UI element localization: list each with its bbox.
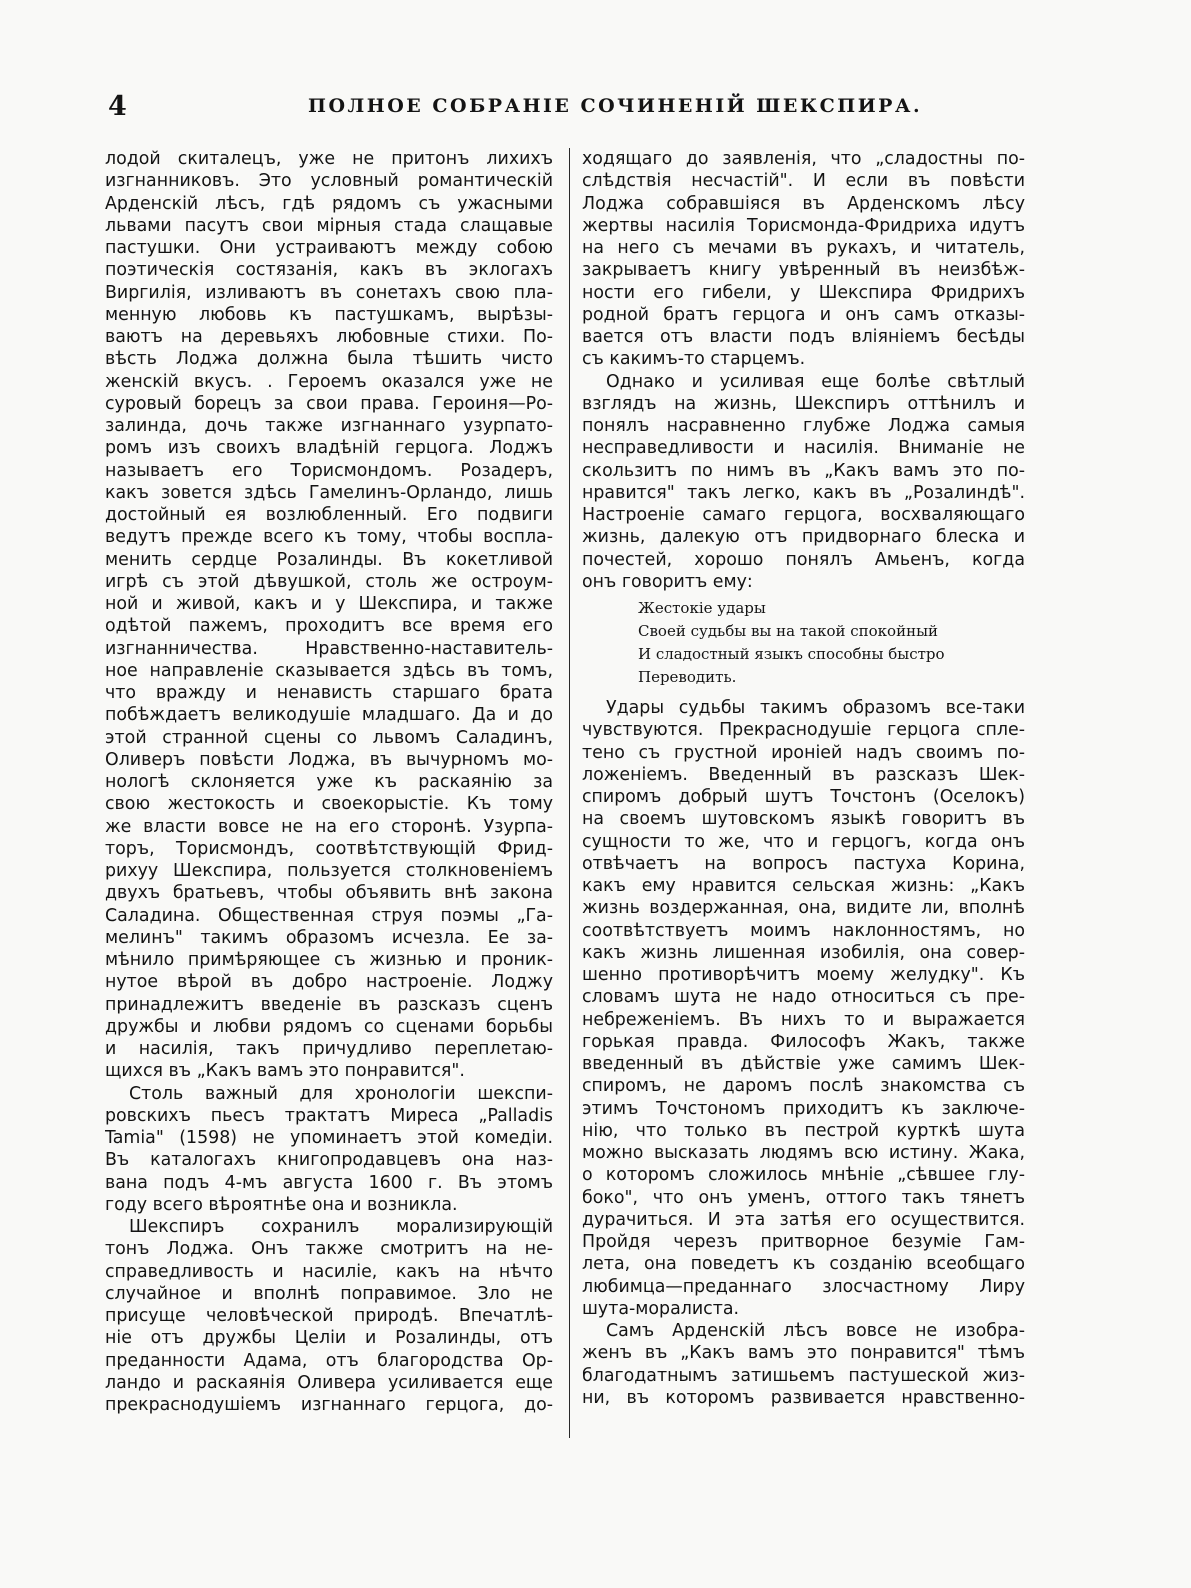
text-line: закрываетъ книгу увѣренный въ неизбѣж- <box>582 260 1025 281</box>
text-line: ное направленіе сказывается здѣсь въ томъ, <box>105 660 553 681</box>
text-line: какъ зовется здѣсь Гамелинъ-Орландо, лишь <box>105 482 553 503</box>
text-line: этой странной сцены со львомъ Саладинъ, <box>105 727 553 748</box>
text-line: ландо и раскаянія Оливера усиливается еще <box>105 1372 553 1393</box>
verse-quote <box>582 597 1025 689</box>
text-line: называетъ его Торисмондомъ. Розадеръ, <box>105 460 553 481</box>
text-line: родной братъ герцога и онъ самъ отказы- <box>582 304 1025 325</box>
text-line: суровый борецъ за свои права. Героиня—Ро- <box>105 393 553 414</box>
text-line: Самъ Арденскій лѣсъ вовсе не изобра- <box>606 1321 1025 1341</box>
text-line: на него съ мечами въ рукахъ, и читатель, <box>582 238 1025 258</box>
text-line: дружбы и любви рядомъ со сценами борьбы <box>105 1016 553 1037</box>
text-line: дурачиться. И эта затѣя его осуществится. <box>582 1209 1025 1230</box>
text-line: можно высказать людямъ всю истину. Жака, <box>582 1143 1025 1163</box>
text-line: горькая правда. Философъ Жакъ, также <box>582 1031 1025 1052</box>
text-line: году всего вѣроятнѣе она и возникла. <box>105 1194 458 1215</box>
text-line: сущности то же, что и герцогъ, когда онъ <box>582 831 1025 852</box>
text-line: щихся въ „Какъ вамъ это понравится". <box>105 1061 465 1082</box>
text-line: нравится" такъ легко, какъ въ „Розалиндѣ". <box>582 482 1025 503</box>
text-line: вана подъ 4-мъ августа 1600 г. Въ этомъ <box>105 1172 553 1193</box>
page-number: 4 <box>108 91 127 122</box>
text-line: жизнь воздержанная, она, видите ли, вполнѣ <box>582 898 1025 919</box>
text-line: этимъ Точстономъ приходитъ къ заключе- <box>582 1098 1025 1119</box>
text-line: Шекспиръ сохранилъ морализирующій <box>129 1217 553 1237</box>
text-line: ности его гибели, у Шекспира Фридрихъ <box>582 282 1025 303</box>
text-line: спиромъ добрый шутъ Точстонъ (Оселокъ) <box>582 787 1025 807</box>
text-line: вается отъ власти подъ вліяніемъ бесѣды <box>582 327 1025 347</box>
text-line: жертвы насилія Торисмонда-Фридриха идутъ <box>582 215 1025 236</box>
text-line: случайное и вполнѣ поправимое. Зло не <box>105 1283 553 1304</box>
text-line: Tamia" (1598) не упоминаетъ этой комедіи. <box>105 1128 553 1148</box>
text-line: Саладина. Общественная струя поэмы „Га- <box>105 905 553 926</box>
left-column <box>105 148 553 1416</box>
text-line: львами пасутъ свои мірныя стада слащавые <box>105 215 553 236</box>
text-line: о которомъ сложилось мнѣніе „сѣвшее глу- <box>582 1165 1025 1186</box>
text-line: какъ ему нравится сельская жизнь: „Какъ <box>582 876 1025 896</box>
text-line: боко", что онъ уменъ, оттого такъ тянетъ <box>582 1187 1025 1208</box>
text-line: жизнь, далекую отъ придворнаго блеска и <box>582 527 1025 548</box>
text-line: женъ въ „Какъ вамъ это понравится" тѣмъ <box>582 1343 1025 1364</box>
text-line: вѣсть Лоджа должна была тѣшить чисто <box>105 349 553 370</box>
text-line: побѣждаетъ великодушіе младшаго. Да и до <box>105 705 553 726</box>
text-line: ни, въ которомъ развивается нравственно- <box>582 1387 1025 1408</box>
text-line: ложеніемъ. Введенный въ разсказъ Шек- <box>582 764 1025 785</box>
text-line: мелинъ" такимъ образомъ исчезла. Ее за- <box>105 927 553 948</box>
text-line: Въ каталогахъ книгопродавцевъ она наз- <box>105 1150 553 1171</box>
text-line: изгнанничества. Нравственно-наставитель- <box>105 638 553 659</box>
text-line: шенно противорѣчитъ моему желудку". Къ <box>582 965 1025 985</box>
text-line: менную любовь къ пастушкамъ, вырѣзы- <box>105 304 553 325</box>
text-line: чувствуются. Прекраснодушіе герцога спле- <box>582 720 1025 741</box>
text-line: свою жестокость и своекорыстіе. Къ тому <box>105 794 553 815</box>
text-line: Настроеніе самаго герцога, восхваляющаго <box>582 505 1025 525</box>
text-line: отвѣчаетъ на вопросъ пастуха Корина, <box>582 853 1025 874</box>
text-line: ведутъ прежде всего къ тому, чтобы воспла- <box>105 527 553 548</box>
text-line: принадлежитъ введеніе въ разсказъ сценъ <box>105 994 553 1015</box>
text-line: благодатнымъ затишьемъ пастушеской жиз- <box>582 1365 1025 1386</box>
text-line: поэтическія состязанія, какъ въ эклогахъ <box>105 260 553 281</box>
text-line: шута-моралиста. <box>582 1298 740 1319</box>
text-line: двухъ братьевъ, чтобы объявить внѣ закона <box>105 883 553 904</box>
text-line: одѣтой пажемъ, проходитъ все время его <box>105 616 553 637</box>
verse-line: Переводить. <box>638 668 737 686</box>
text-line: женскій вкусъ. . Героемъ оказался уже не <box>105 371 553 392</box>
text-line: слѣдствія несчастій". И если въ повѣсти <box>582 171 1025 192</box>
verse-line: Жестокіе удары <box>638 599 766 617</box>
column-divider <box>569 148 570 1438</box>
text-line: спиромъ, не даромъ послѣ знакомства съ <box>582 1076 1025 1097</box>
text-line: нологѣ склоняется уже къ раскаянію за <box>105 772 553 792</box>
text-line: нію, что только въ пестрой курткѣ шута <box>582 1120 1025 1141</box>
text-line: тено съ грустной ироніей надъ своимъ по- <box>582 742 1025 763</box>
right-column-bottom-text <box>582 697 1025 1409</box>
text-line: словамъ шута не надо относиться съ пре- <box>582 987 1025 1008</box>
text-line: несправедливости и насилія. Вниманіе не <box>582 438 1025 459</box>
text-line: же власти вовсе не на его сторонѣ. Узурпа- <box>105 816 553 837</box>
text-line: справедливость и насиліе, какъ на нѣчто <box>105 1261 553 1282</box>
right-column-top-text <box>582 148 1025 593</box>
text-line: Столь важный для хронологіи шекспи- <box>129 1083 553 1104</box>
text-line: соотвѣтствуетъ моимъ наклонностямъ, но <box>582 920 1025 941</box>
text-line: и насилія, такъ причудливо переплетаю- <box>105 1039 553 1059</box>
text-line: ніе отъ дружбы Целіи и Розалинды, отъ <box>105 1328 553 1349</box>
text-line: ной и живой, какъ и у Шекспира, и также <box>105 594 553 614</box>
text-line: ромъ изъ своихъ владѣній герцога. Лоджъ <box>105 438 553 459</box>
text-line: торъ, Торисмондъ, соотвѣтствующій Фрид- <box>105 838 553 859</box>
text-line: небреженіемъ. Въ нихъ то и выражается <box>582 1009 1025 1030</box>
text-line: мѣнило примѣряющее съ жизнью и проник- <box>105 950 553 970</box>
right-column <box>582 148 1025 1409</box>
text-line: Оливеръ повѣсти Лоджа, въ вычурномъ мо- <box>105 749 553 770</box>
text-line: тонъ Лоджа. Онъ также смотритъ на не- <box>105 1239 553 1260</box>
text-line: взглядъ на жизнь, Шекспиръ оттѣнилъ и <box>582 393 1025 414</box>
verse-line: Своей судьбы вы на такой спокойный <box>638 622 938 640</box>
text-line: достойный ея возлюбленный. Его подвиги <box>105 505 553 525</box>
text-line: прекраснодушіемъ изгнаннаго герцога, до- <box>105 1395 553 1415</box>
text-line: лета, она поведетъ къ созданію всеобщаго <box>582 1254 1025 1275</box>
text-line: присуще человѣческой природѣ. Впечатлѣ- <box>105 1306 553 1326</box>
text-line: менить сердце Розалинды. Въ кокетливой <box>105 549 553 570</box>
text-line: ровскихъ пьесъ трактатъ Миреса „Palladis <box>105 1105 553 1126</box>
text-line: лодой скиталецъ, уже не притонъ лихихъ <box>105 149 553 169</box>
text-line: Пройдя черезъ притворное безуміе Гам- <box>582 1232 1025 1252</box>
text-line: Удары судьбы такимъ образомъ все-таки <box>606 698 1025 718</box>
text-line: скользитъ по нимъ въ „Какъ вамъ это по- <box>582 460 1025 481</box>
text-line: Арденскій лѣсъ, гдѣ рядомъ съ ужасными <box>105 193 553 214</box>
text-line: какъ жизнь лишенная изобилія, она совер- <box>582 942 1025 963</box>
text-line: залинда, дочь также изгнаннаго узурпато- <box>105 416 553 436</box>
text-line: рихуу Шекспира, пользуется столкновеніемъ <box>105 861 553 881</box>
text-line: онъ говоритъ ему: <box>582 571 753 592</box>
text-line: почестей, хорошо понялъ Амьенъ, когда <box>582 549 1025 570</box>
text-line: съ какимъ-то старцемъ. <box>582 349 806 370</box>
text-line: преданности Адама, отъ благородства Ор- <box>105 1350 553 1371</box>
text-line: что вражду и ненависть старшаго брата <box>105 683 553 703</box>
text-line: Однако и усиливая еще болѣе свѣтлый <box>606 371 1025 392</box>
text-line: изгнанниковъ. Это условный романтическій <box>105 171 553 192</box>
text-line: любимца—преданнаго злосчастному Лиру <box>582 1276 1025 1297</box>
running-title: ПОЛНОЕ СОБРАНІЕ СОЧИНЕНІЙ ШЕКСПИРА. <box>308 95 923 117</box>
text-line: Виргилія, изливаютъ въ сонетахъ свою пла- <box>105 282 553 303</box>
text-line: ходящаго до заявленія, что „сладостны по- <box>582 149 1025 169</box>
text-line: игрѣ съ этой дѣвушкой, столь же остроум- <box>105 571 553 592</box>
text-line: понялъ насравненно глубже Лоджа самыя <box>582 416 1025 436</box>
text-line: на своемъ шутовскомъ языкѣ говоритъ въ <box>582 809 1025 830</box>
text-line: Лоджа собравшіяся въ Арденскомъ лѣсу <box>582 193 1025 214</box>
text-line: нутое вѣрой въ добро настроеніе. Лоджу <box>105 972 553 993</box>
verse-line: И сладостный языкъ способны быстро <box>638 645 945 663</box>
text-line: введенный въ дѣйствіе уже самимъ Шек- <box>582 1054 1025 1074</box>
text-line: ваютъ на деревьяхъ любовные стихи. По- <box>105 327 553 347</box>
text-line: пастушки. Они устраиваютъ между собою <box>105 238 553 258</box>
